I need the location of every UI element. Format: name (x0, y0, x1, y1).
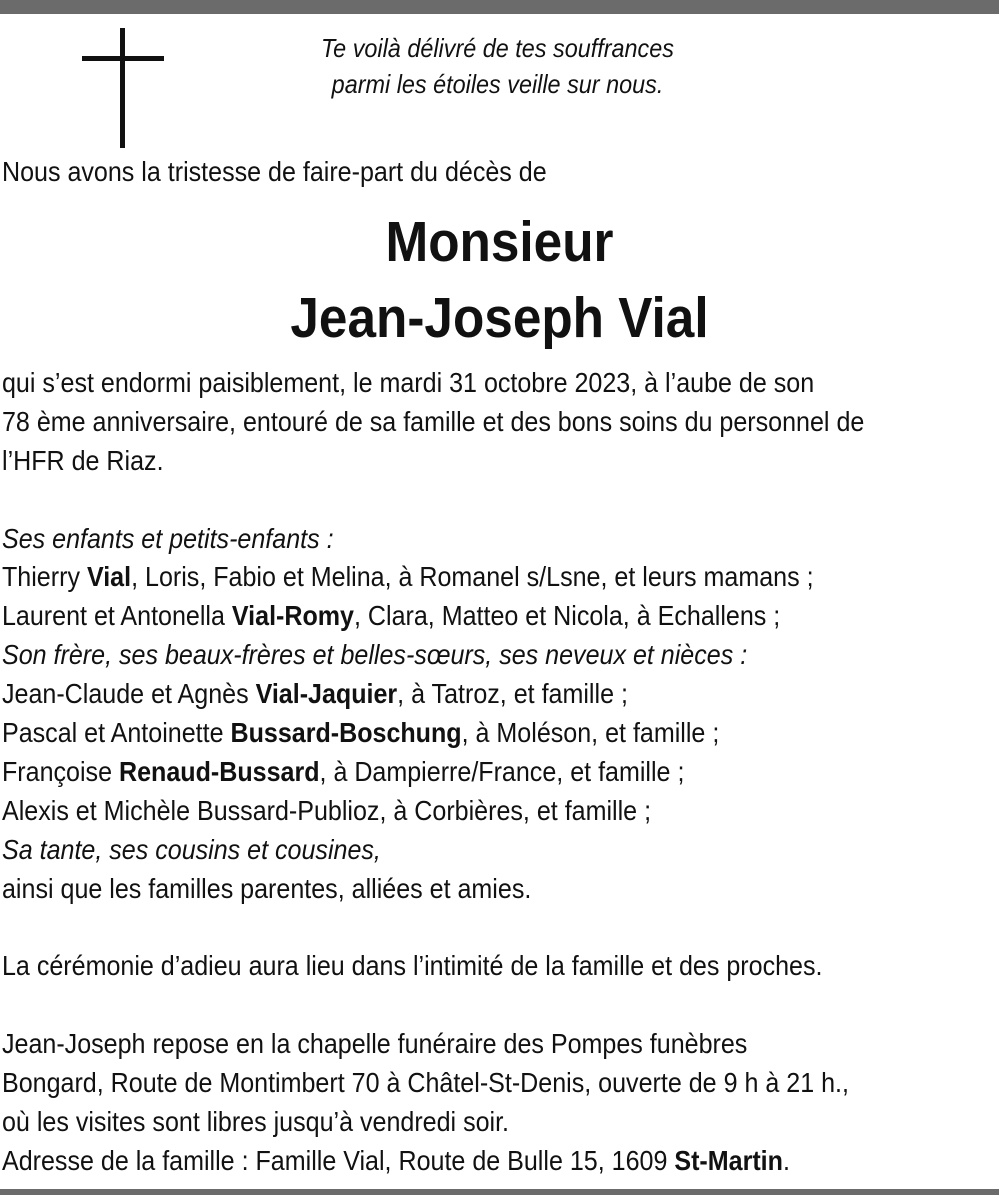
deceased-heading (0, 204, 999, 356)
aunt-heading: Sa tante, ses cousins et cousines, (2, 833, 381, 865)
family-line-5: Françoise Renaud-Bussard, à Dampierre/France, et famille ; (2, 755, 685, 787)
family-line-1: Thierry Vial, Loris, Fabio et Melina, à Romanel s/Lsne, et leurs mamans ; (2, 561, 814, 593)
honorific: Monsieur (385, 210, 614, 274)
ceremony-text: La cérémonie d’adieu aura lieu dans l’intimité de la famille et des proches. (2, 950, 823, 982)
verse-line-1: Te voilà délivré de tes souffrances (321, 33, 674, 63)
cross-icon (82, 28, 164, 148)
rest-line-1: Jean-Joseph repose en la chapelle funéraire des Pompes funèbres (2, 1028, 748, 1060)
notice-body (2, 364, 995, 1181)
rest-line-2: Bongard, Route de Montimbert 70 à Châtel-St-Denis, ouverte de 9 h à 21 h., (2, 1067, 849, 1099)
family-line-3: Jean-Claude et Agnès Vial-Jaquier, à Tatroz, et famille ; (2, 678, 628, 710)
family-address: Adresse de la famille : Famille Vial, Route de Bulle 15, 1609 St-Martin. (2, 1144, 790, 1176)
children-heading: Ses enfants et petits-enfants : (2, 522, 334, 554)
passing-line-1: qui s’est endormi paisiblement, le mardi 31 octobre 2023, à l’aube de son (2, 367, 815, 398)
family-line-2: Laurent et Antonella Vial-Romy, Clara, Matteo et Nicola, à Echallens ; (2, 600, 781, 632)
family-line-6: Alexis et Michèle Bussard-Publioz, à Corbières, et famille ; (2, 794, 652, 826)
rest-line-3: où les visites sont libres jusqu’à vendredi soir. (2, 1105, 510, 1137)
bottom-rule (0, 1189, 999, 1195)
verse-line-2: parmi les étoiles veille sur nous. (331, 69, 664, 99)
family-line-4: Pascal et Antoinette Bussard-Boschung, à Moléson, et famille ; (2, 717, 720, 749)
deceased-name: Jean-Joseph Vial (290, 286, 709, 350)
family-line-7: ainsi que les familles parentes, alliées et amies. (2, 872, 532, 904)
intro-text: Nous avons la tristesse de faire-part du décès de (2, 156, 547, 187)
siblings-heading: Son frère, ses beaux-frères et belles-sœurs, ses neveux et nièces : (2, 639, 748, 671)
top-rule (0, 0, 999, 14)
verse (257, 30, 739, 102)
passing-line-3: l’HFR de Riaz. (2, 444, 164, 476)
passing-line-2: 78 ème anniversaire, entouré de sa famille et des bons soins du personnel de (2, 405, 865, 437)
